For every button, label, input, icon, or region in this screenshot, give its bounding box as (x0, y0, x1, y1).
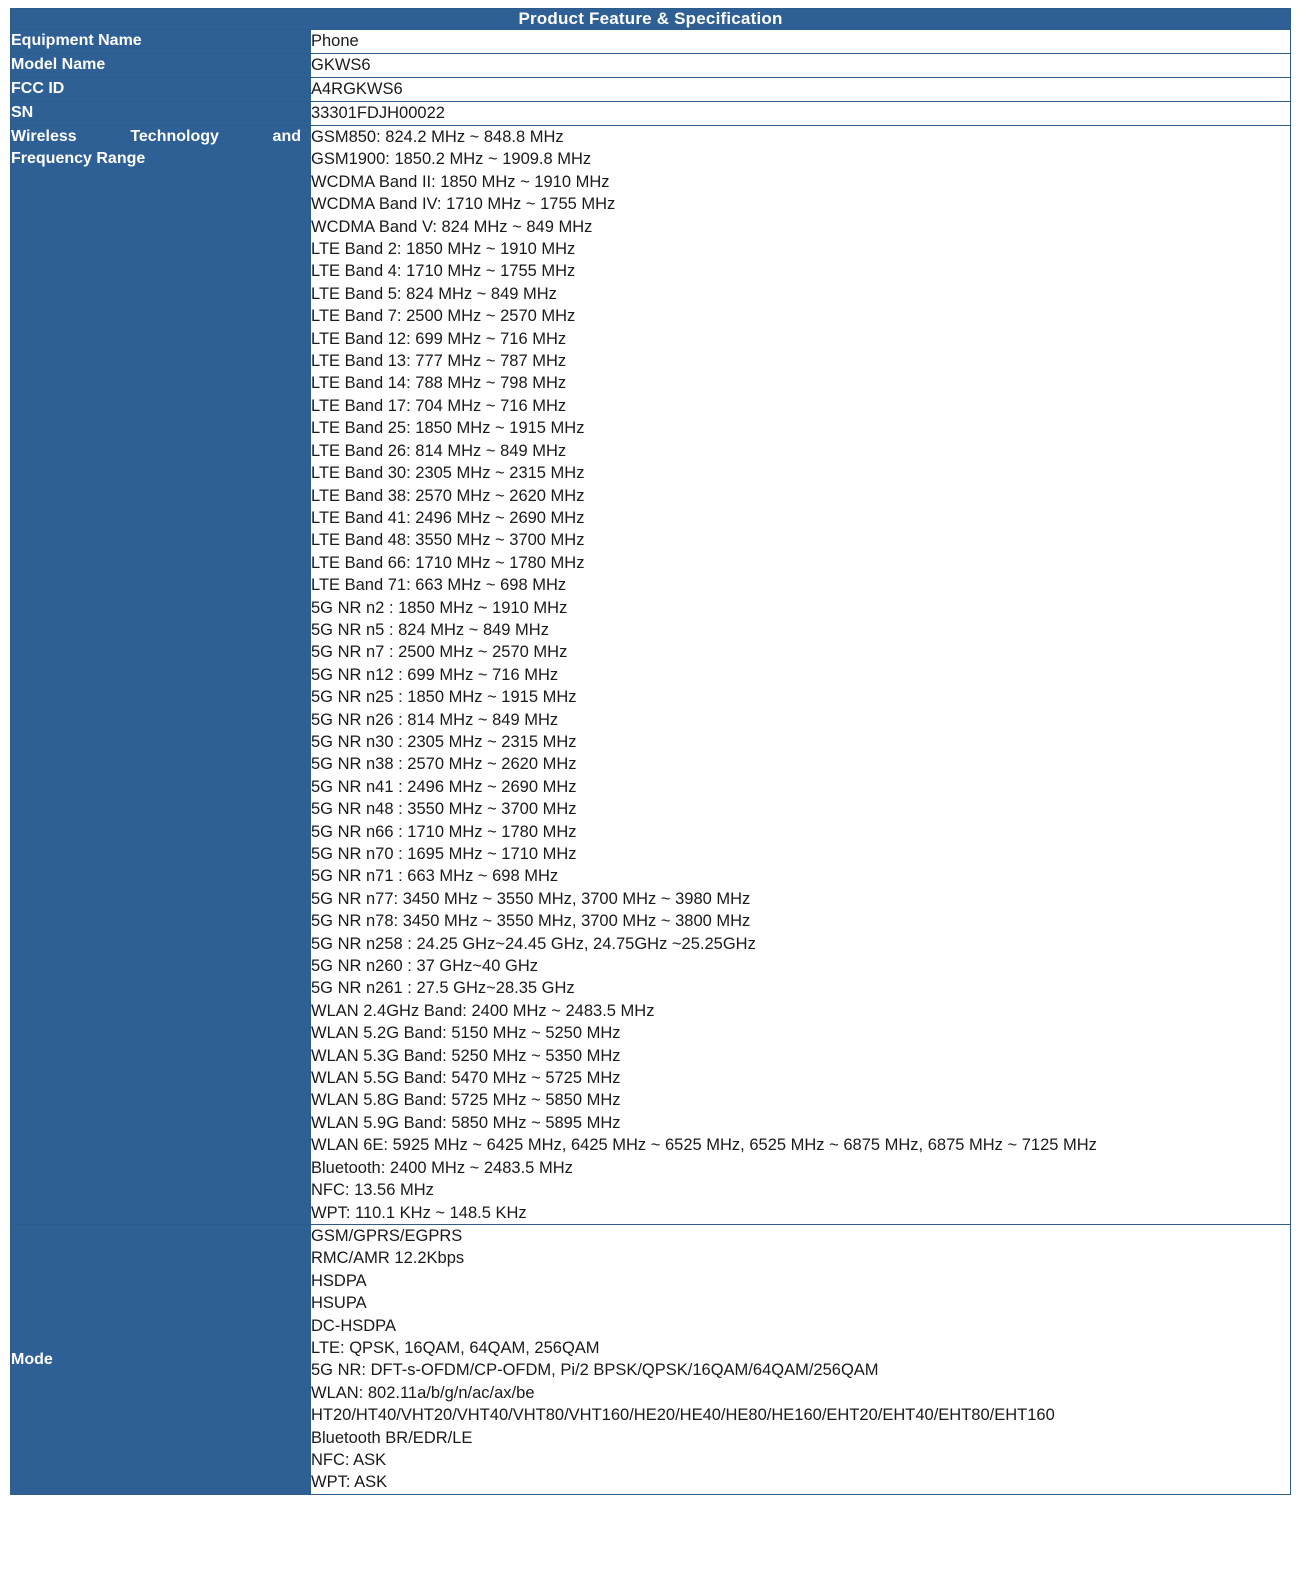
frequency-line: WCDMA Band II: 1850 MHz ~ 1910 MHz (311, 172, 610, 191)
frequency-line: LTE Band 7: 2500 MHz ~ 2570 MHz (311, 307, 576, 326)
frequency-line: 5G NR n78: 3450 MHz ~ 3550 MHz, 3700 MHz ~ 3800 MHz (311, 912, 751, 931)
frequency-line: LTE Band 4: 1710 MHz ~ 1755 MHz (311, 262, 576, 281)
frequency-line: LTE Band 26: 814 MHz ~ 849 MHz (311, 441, 567, 460)
frequency-line: WLAN 5.9G Band: 5850 MHz ~ 5895 MHz (311, 1113, 621, 1132)
frequency-line: LTE Band 71: 663 MHz ~ 698 MHz (311, 576, 567, 595)
label-wireless-technology-line2: Frequency Range (11, 149, 146, 167)
frequency-line: 5G NR n5 : 824 MHz ~ 849 MHz (311, 620, 549, 639)
table-row-mode (11, 1224, 1291, 1494)
frequency-line: LTE Band 14: 788 MHz ~ 798 MHz (311, 374, 567, 393)
frequency-line: LTE Band 12: 699 MHz ~ 716 MHz (311, 329, 567, 348)
label-mode (11, 1224, 311, 1494)
frequency-line: Bluetooth: 2400 MHz ~ 2483.5 MHz (311, 1158, 573, 1177)
value-equipment-name-text: Phone (311, 32, 359, 50)
mode-line: Bluetooth BR/EDR/LE (311, 1428, 473, 1447)
mode-line: DC-HSDPA (311, 1316, 396, 1335)
frequency-line: 5G NR n70 : 1695 MHz ~ 1710 MHz (311, 845, 577, 863)
label-fcc-id-text: FCC ID (11, 80, 65, 97)
frequency-line: 5G NR n30 : 2305 MHz ~ 2315 MHz (311, 732, 577, 751)
frequency-line: 5G NR n66 : 1710 MHz ~ 1780 MHz (311, 822, 577, 841)
frequency-line: LTE Band 25: 1850 MHz ~ 1915 MHz (311, 419, 585, 438)
mode-line: HT20/HT40/VHT20/VHT40/VHT80/VHT160/HE20/HE40/HE80/HE160/EHT20/EHT40/EHT80/EHT160 (311, 1406, 1055, 1425)
table-row-fcc-id (11, 78, 1291, 102)
mode-line: HSDPA (311, 1271, 367, 1290)
mode-line: WPT: ASK (311, 1473, 388, 1492)
value-sn (311, 102, 1291, 126)
table-title: Product Feature & Specification (11, 9, 1291, 30)
frequency-line: 5G NR n26 : 814 MHz ~ 849 MHz (311, 710, 559, 729)
frequency-line: 5G NR n48 : 3550 MHz ~ 3700 MHz (311, 800, 577, 819)
frequency-line: LTE Band 48: 3550 MHz ~ 3700 MHz (311, 531, 585, 550)
mode-line: WLAN: 802.11a/b/g/n/ac/ax/be (311, 1383, 535, 1402)
value-fcc-id-text: A4RGKWS6 (311, 80, 403, 98)
label-sn (11, 102, 311, 126)
product-specification-table (10, 8, 1291, 1495)
label-model-name-text: Model Name (11, 56, 106, 73)
frequency-line: LTE Band 30: 2305 MHz ~ 2315 MHz (311, 464, 585, 483)
frequency-line: GSM850: 824.2 MHz ~ 848.8 MHz (311, 128, 564, 146)
frequency-line: WLAN 6E: 5925 MHz ~ 6425 MHz, 6425 MHz ~ 6525 MHz, 6525 MHz ~ 6875 MHz, 6875 MHz ~ 7125 MHz (311, 1136, 1097, 1155)
label-sn-text: SN (11, 104, 34, 121)
mode-line: RMC/AMR 12.2Kbps (311, 1249, 465, 1268)
frequency-line: WCDMA Band IV: 1710 MHz ~ 1755 MHz (311, 195, 616, 214)
mode-line: LTE: QPSK, 16QAM, 64QAM, 256QAM (311, 1338, 600, 1357)
frequency-line: LTE Band 38: 2570 MHz ~ 2620 MHz (311, 486, 585, 505)
value-mode-list (311, 1224, 1291, 1494)
table-row-title (11, 9, 1291, 30)
value-model-name (311, 54, 1291, 78)
table-row-model-name (11, 54, 1291, 78)
frequency-line: 5G NR n25 : 1850 MHz ~ 1915 MHz (311, 688, 577, 707)
value-model-name-text: GKWS6 (311, 56, 371, 74)
frequency-line: NFC: 13.56 MHz (311, 1181, 434, 1200)
frequency-line: WLAN 5.5G Band: 5470 MHz ~ 5725 MHz (311, 1069, 621, 1088)
label-mode-text: Mode (11, 1350, 53, 1368)
frequency-line: WCDMA Band V: 824 MHz ~ 849 MHz (311, 217, 593, 236)
frequency-line: GSM1900: 1850.2 MHz ~ 1909.8 MHz (311, 150, 592, 169)
frequency-line: 5G NR n258 : 24.25 GHz~24.45 GHz, 24.75GHz ~25.25GHz (311, 934, 756, 953)
label-model-name (11, 54, 311, 78)
frequency-line: 5G NR n38 : 2570 MHz ~ 2620 MHz (311, 755, 577, 774)
frequency-line: 5G NR n2 : 1850 MHz ~ 1910 MHz (311, 598, 568, 617)
table-row-sn (11, 102, 1291, 126)
value-wireless-frequency-list (311, 126, 1291, 1225)
frequency-line: WLAN 2.4GHz Band: 2400 MHz ~ 2483.5 MHz (311, 1001, 655, 1020)
frequency-line: 5G NR n77: 3450 MHz ~ 3550 MHz, 3700 MHz ~ 3980 MHz (311, 889, 751, 908)
frequency-line: 5G NR n41 : 2496 MHz ~ 2690 MHz (311, 777, 577, 796)
mode-line: GSM/GPRS/EGPRS (311, 1226, 463, 1245)
mode-line: HSUPA (311, 1294, 367, 1313)
frequency-line: 5G NR n261 : 27.5 GHz~28.35 GHz (311, 979, 575, 998)
frequency-line: WLAN 5.8G Band: 5725 MHz ~ 5850 MHz (311, 1091, 621, 1110)
table-row-wireless-technology (11, 126, 1291, 1225)
frequency-line: LTE Band 5: 824 MHz ~ 849 MHz (311, 284, 557, 303)
frequency-line: WLAN 5.3G Band: 5250 MHz ~ 5350 MHz (311, 1046, 621, 1065)
value-fcc-id (311, 78, 1291, 102)
frequency-line: LTE Band 17: 704 MHz ~ 716 MHz (311, 396, 567, 415)
frequency-line: 5G NR n7 : 2500 MHz ~ 2570 MHz (311, 643, 568, 662)
frequency-line: LTE Band 41: 2496 MHz ~ 2690 MHz (311, 508, 585, 527)
frequency-line: LTE Band 13: 777 MHz ~ 787 MHz (311, 352, 567, 371)
frequency-line: WLAN 5.2G Band: 5150 MHz ~ 5250 MHz (311, 1024, 621, 1043)
table-row-equipment-name (11, 30, 1291, 54)
mode-line: 5G NR: DFT-s-OFDM/CP-OFDM, Pi/2 BPSK/QPSK/16QAM/64QAM/256QAM (311, 1361, 879, 1380)
frequency-line: LTE Band 2: 1850 MHz ~ 1910 MHz (311, 240, 576, 259)
frequency-line: 5G NR n12 : 699 MHz ~ 716 MHz (311, 665, 559, 684)
frequency-line: WPT: 110.1 KHz ~ 148.5 KHz (311, 1203, 527, 1222)
label-equipment-name-text: Equipment Name (11, 32, 142, 49)
frequency-line: LTE Band 66: 1710 MHz ~ 1780 MHz (311, 553, 585, 572)
value-equipment-name (311, 30, 1291, 54)
mode-line: NFC: ASK (311, 1450, 387, 1469)
frequency-line: 5G NR n71 : 663 MHz ~ 698 MHz (311, 867, 559, 886)
value-sn-text: 33301FDJH00022 (311, 104, 445, 122)
label-fcc-id (11, 78, 311, 102)
label-wireless-technology (11, 126, 311, 1225)
frequency-line: 5G NR n260 : 37 GHz~40 GHz (311, 957, 538, 976)
label-wireless-technology-line1: Wireless Technology and (11, 128, 301, 145)
label-equipment-name (11, 30, 311, 54)
